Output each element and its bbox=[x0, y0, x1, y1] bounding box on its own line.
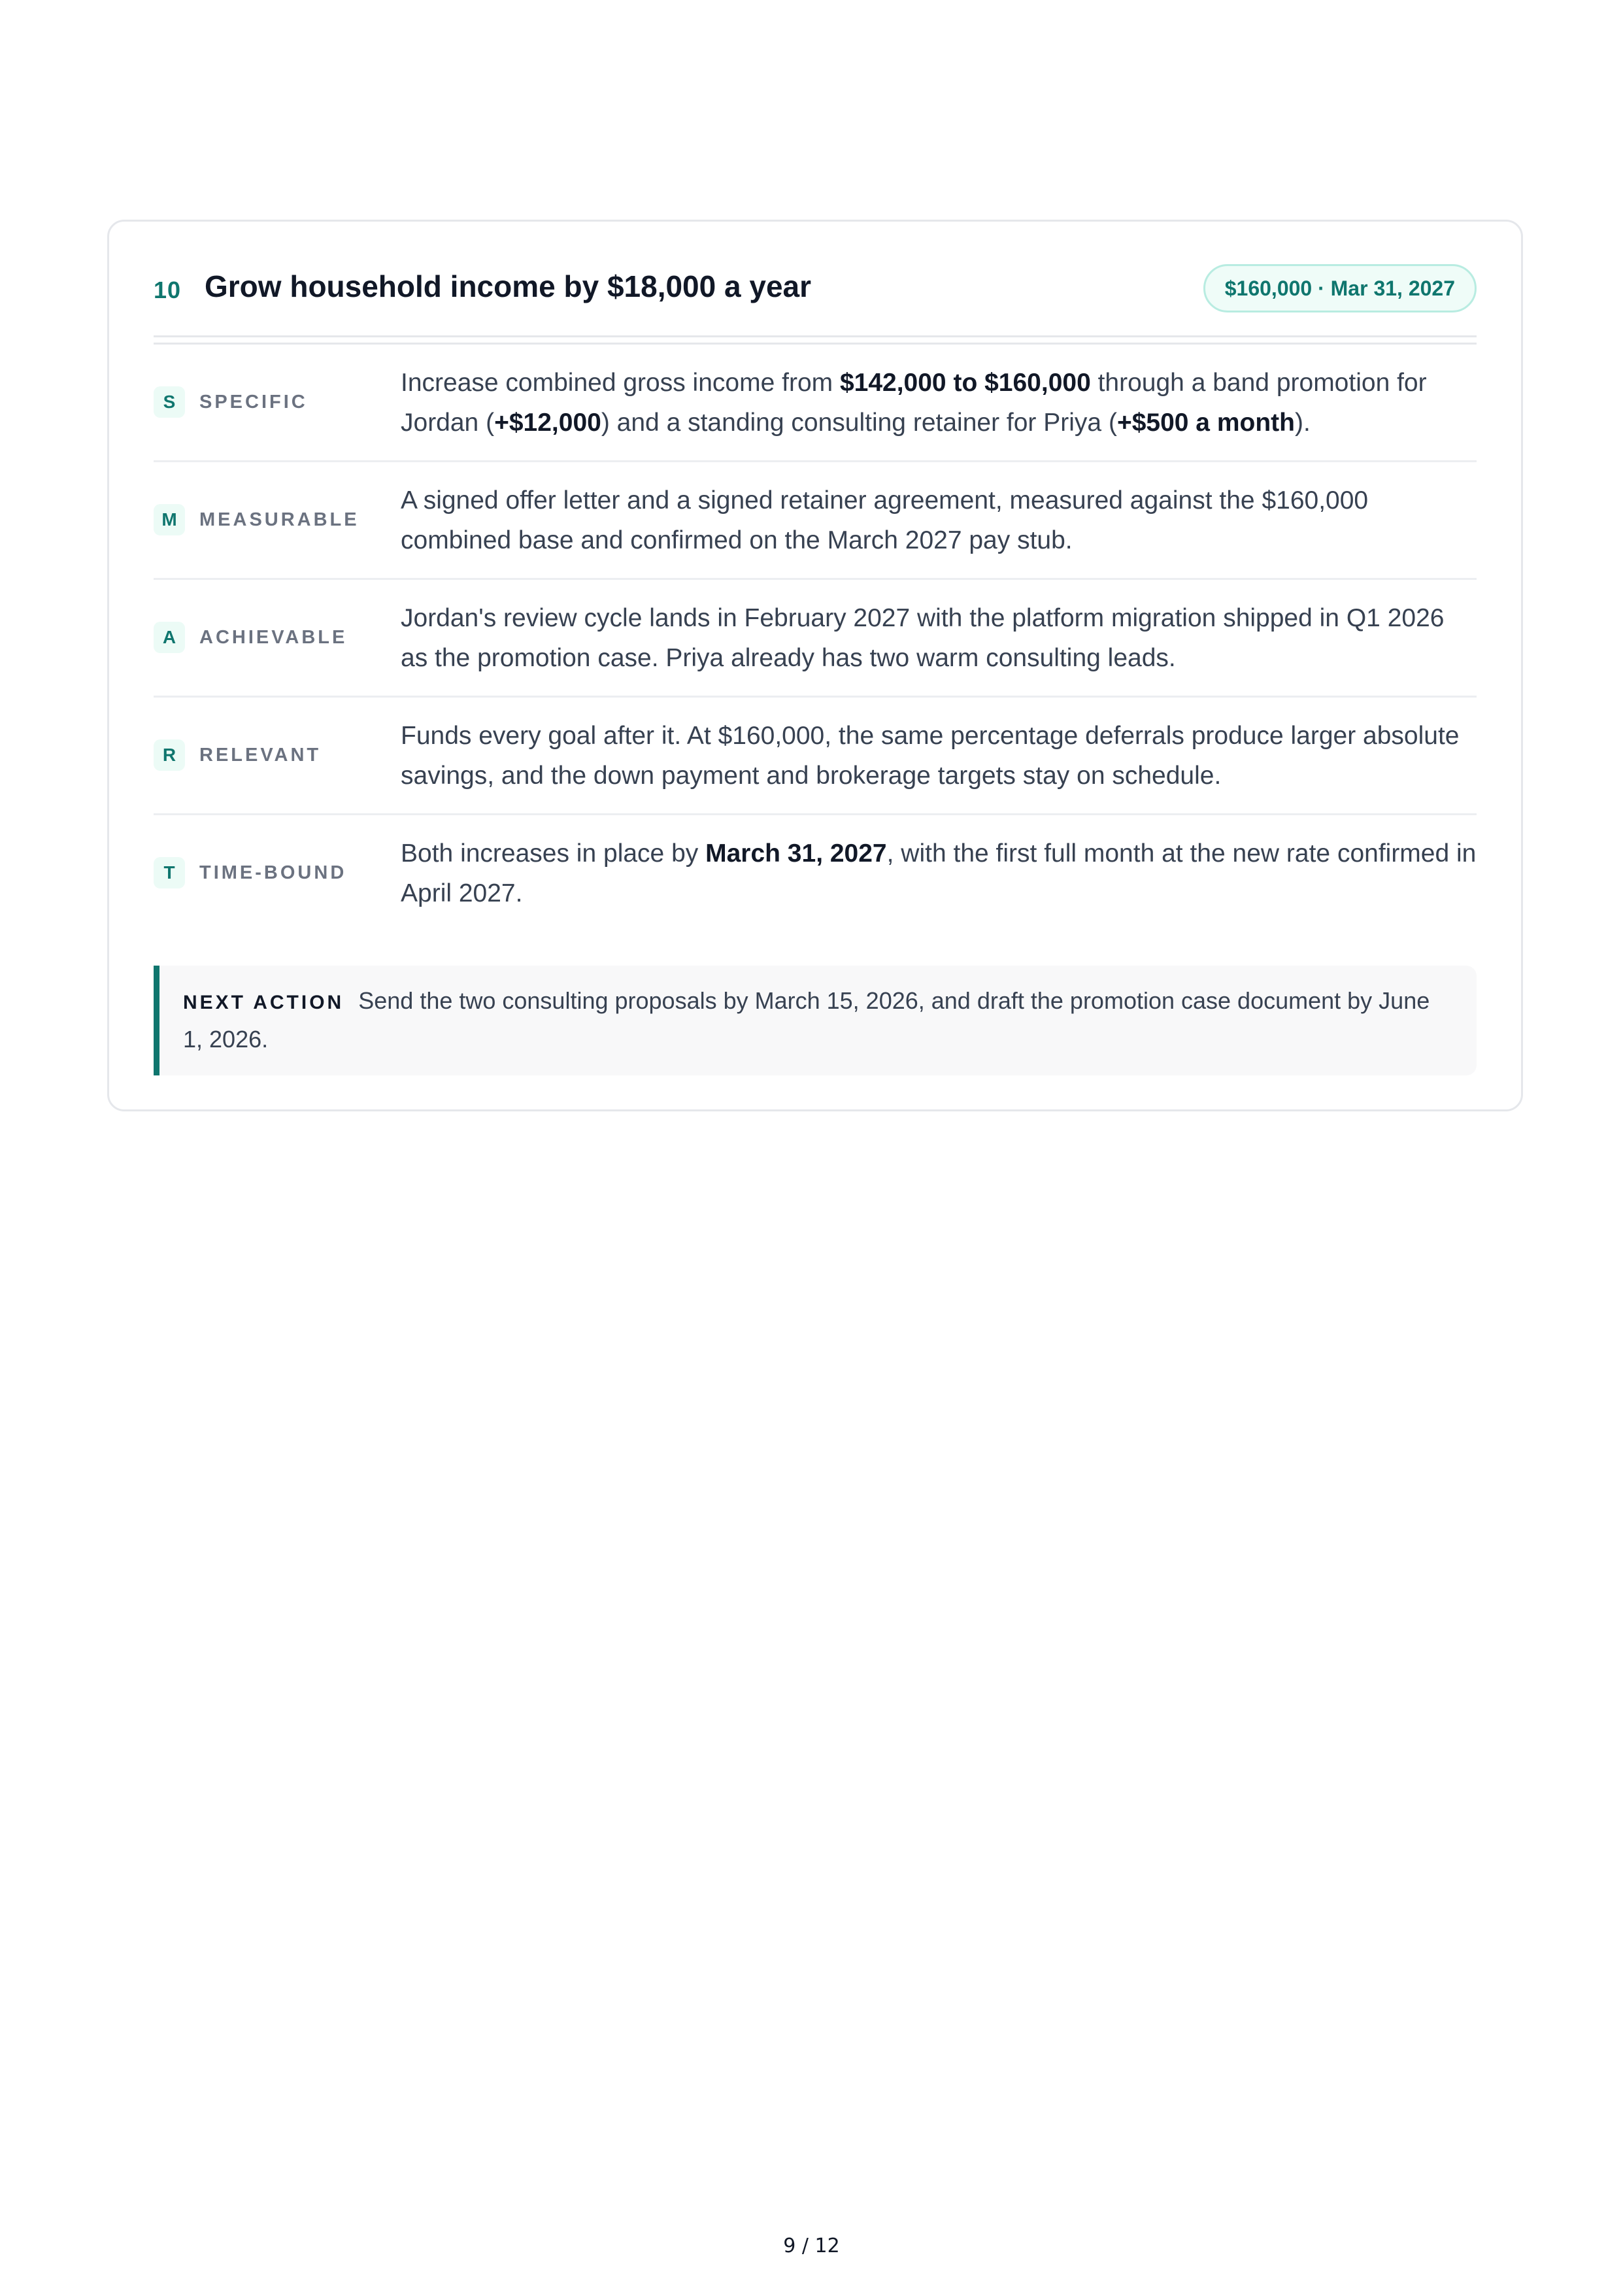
criterion-text-segment: ) and a standing consulting retainer for Priya ( bbox=[601, 409, 1117, 437]
criterion-text-segment: A signed offer letter and a signed retainer agreement, measured against the $160,000 combined base and confirmed on the March 2027 pay stub. bbox=[401, 486, 1369, 554]
smart-criteria-list bbox=[154, 345, 1477, 933]
criterion-text-segment: , with the first full month at the new rate confirmed in April 2027. bbox=[401, 839, 1477, 907]
criterion-label: MEASURABLE bbox=[199, 509, 360, 530]
criterion-text bbox=[401, 834, 1477, 913]
criterion-text-segment: Funds every goal after it. At $160,000, the same percentage deferrals produce larger absolute savings, and the down payment and brokerage targets stay on schedule. bbox=[401, 722, 1460, 790]
criterion-label: SPECIFIC bbox=[199, 392, 308, 413]
goal-header bbox=[154, 262, 1477, 314]
criterion-text-emphasis: +$500 a month bbox=[1116, 409, 1295, 437]
criterion-letter: S bbox=[154, 386, 185, 418]
criterion-label: RELEVANT bbox=[199, 745, 322, 766]
criterion-text bbox=[401, 598, 1477, 678]
criterion-text bbox=[401, 716, 1477, 796]
criterion-row-specific bbox=[154, 345, 1477, 462]
goal-number: 10 bbox=[154, 277, 182, 303]
criterion-text-segment: Jordan's review cycle lands in February 2027 with the platform migration shipped in Q1 2026 as the promotion case. Priya already has two warm consulting leads. bbox=[401, 604, 1445, 672]
criterion-row-measurable bbox=[154, 462, 1477, 580]
criterion-letter: A bbox=[154, 622, 185, 653]
criterion-text-segment: Increase combined gross income from bbox=[401, 369, 840, 397]
criterion-text-segment: ). bbox=[1294, 409, 1311, 437]
criterion-text-emphasis: March 31, 2027 bbox=[705, 839, 887, 868]
criterion-label: TIME-BOUND bbox=[199, 862, 347, 883]
next-action-label: NEXT ACTION bbox=[183, 992, 344, 1013]
header-divider bbox=[154, 335, 1477, 345]
criterion-text-emphasis: +$12,000 bbox=[494, 409, 601, 437]
criterion-text-segment: Both increases in place by bbox=[401, 839, 706, 868]
page-number: 9 / 12 bbox=[783, 2235, 840, 2257]
criterion-row-time-bound bbox=[154, 815, 1477, 933]
criterion-text-segment: through a band promotion for Jordan ( bbox=[401, 369, 1427, 437]
criterion-text bbox=[401, 481, 1477, 560]
criterion-text-emphasis: $142,000 to $160,000 bbox=[839, 369, 1091, 397]
target-badge: $160,000 · Mar 31, 2027 bbox=[1203, 264, 1477, 312]
criterion-row-relevant bbox=[154, 698, 1477, 815]
next-action-callout bbox=[154, 966, 1477, 1075]
criterion-text bbox=[401, 363, 1477, 443]
criterion-label: ACHIEVABLE bbox=[199, 627, 348, 648]
criterion-row-achievable bbox=[154, 580, 1477, 698]
criterion-letter: M bbox=[154, 504, 185, 535]
criterion-letter: T bbox=[154, 857, 185, 888]
next-action-text: Send the two consulting proposals by March 15, 2026, and draft the promotion case document by June 1, 2026. bbox=[183, 987, 1430, 1053]
goal-title: Grow household income by $18,000 a year bbox=[205, 269, 812, 303]
goal-card bbox=[107, 220, 1523, 1111]
criterion-letter: R bbox=[154, 739, 185, 771]
